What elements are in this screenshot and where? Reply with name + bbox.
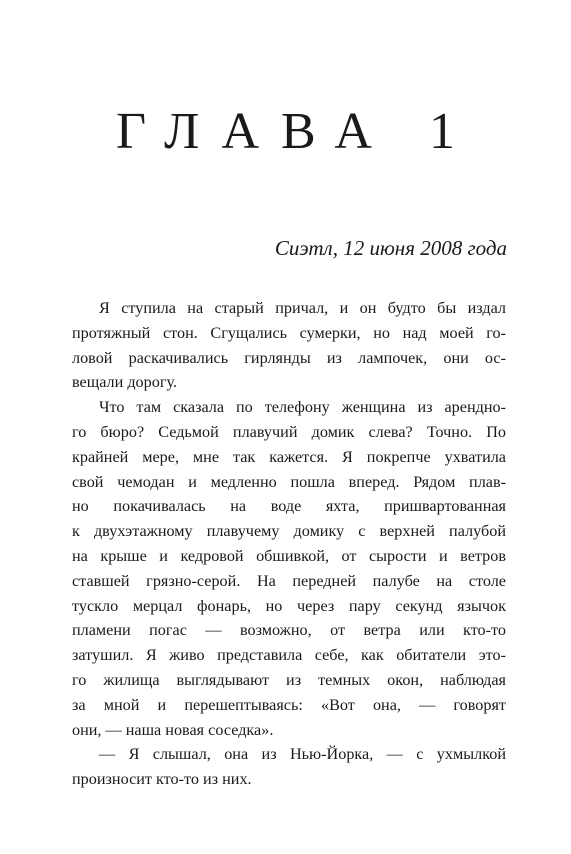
text-line: го жилища выглядывают из темных окон, наблюдая — [72, 670, 506, 689]
text-line: свой чемодан и медленно пошла вперед. Рядом плав- — [72, 472, 506, 491]
text-line: они, — наша новая соседка». — [72, 720, 274, 739]
text-line: пламени погас — возможно, от ветра или кто-то — [72, 621, 506, 640]
text-line: протяжный стон. Сгущались сумерки, но над моей го- — [72, 323, 506, 342]
text-line: Что там сказала по телефону женщина из арендно- — [99, 398, 506, 417]
text-line: за мной и перешептываясь: «Вот она, — говорят — [72, 695, 506, 714]
text-line: го бюро? Седьмой плавучий домик слева? Точно. По — [72, 422, 506, 441]
text-line: к двухэтажному плавучему домику с верхней палубой — [72, 522, 506, 541]
text-line: произносит кто-то из них. — [72, 770, 252, 789]
text-line: Я ступила на старый причал, и он будто бы издал — [99, 299, 506, 317]
text-line: на крыше и кедровой обшивкой, от сырости и ветров — [72, 546, 506, 565]
text-line: затушил. Я живо представила себе, как обитатели это- — [72, 646, 506, 665]
chapter-title: ГЛАВА 1 — [116, 103, 477, 160]
chapter-body — [72, 296, 506, 792]
chapter-dateline: Сиэтл, 12 июня 2008 года — [274, 236, 507, 260]
text-line: ловой раскачивались гирлянды из лампочек, они ос- — [72, 348, 506, 367]
text-line: но покачивалась на воде яхта, пришвартованная — [72, 497, 506, 516]
text-line: вещали дорогу. — [72, 373, 177, 392]
text-line: — Я слышал, она из Нью-Йорка, — с ухмылкой — [99, 745, 506, 764]
text-line: крайней мере, мне так кажется. Я покрепче ухватила — [72, 447, 506, 466]
text-line: тускло мерцал фонарь, но через пару секунд язычок — [72, 596, 506, 615]
text-line: ставшей грязно-серой. На передней палубе на столе — [72, 571, 506, 590]
